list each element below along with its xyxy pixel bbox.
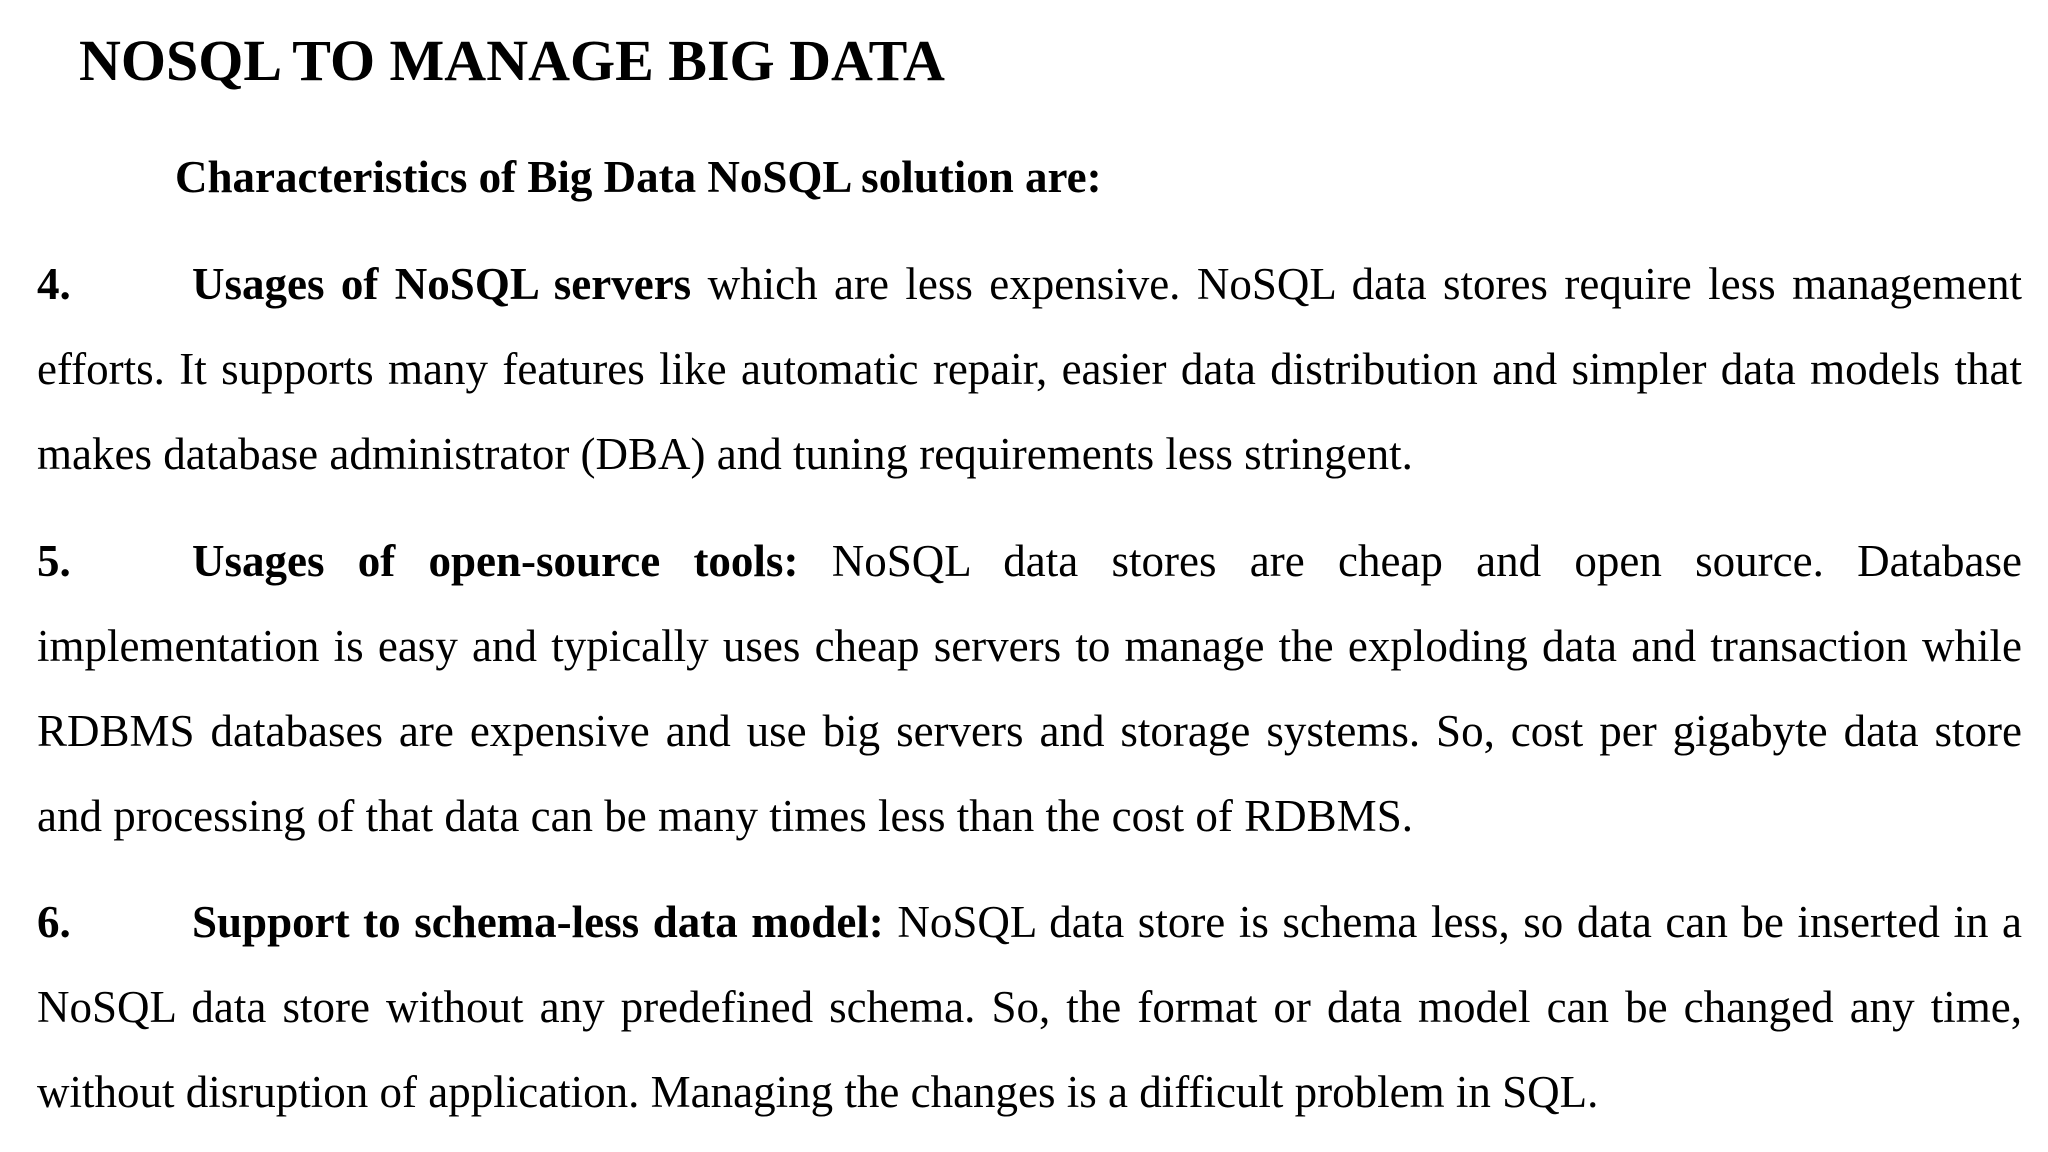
item-number: 6. [37, 897, 71, 947]
list-item [37, 242, 2022, 497]
section-subheading: Characteristics of Big Data NoSQL solution are: [175, 152, 1102, 202]
item-lead: Usages of NoSQL servers [192, 259, 692, 309]
list-item [37, 519, 2022, 859]
item-body: NoSQL data store is schema less, so data can be inserted in a NoSQL data store without any predefined schema. So, the format or data model can be changed any time, without disruption of application. Managing the changes is a difficult problem in SQL. [37, 897, 2023, 1117]
item-number: 4. [37, 259, 71, 309]
item-lead: Usages of open-source tools: [192, 536, 799, 586]
item-body: NoSQL data stores are cheap and open source. Database implementation is easy and typically uses cheap servers to manage the exploding data and transaction while RDBMS databases are expensive and use big servers and storage systems. So, cost per gigabyte data store and processing of that data can be many times less than the cost of RDBMS. [37, 536, 2023, 841]
item-number: 5. [37, 536, 71, 586]
item-lead: Support to schema-less data model: [192, 897, 884, 947]
item-body: which are less expensive. NoSQL data stores require less management efforts. It supports many features like automatic repair, easier data distribution and simpler data models that makes database administrator (DBA) and tuning requirements less stringent. [37, 259, 2022, 479]
list-item [37, 880, 2022, 1135]
page-title: NOSQL TO MANAGE BIG DATA [79, 28, 945, 93]
